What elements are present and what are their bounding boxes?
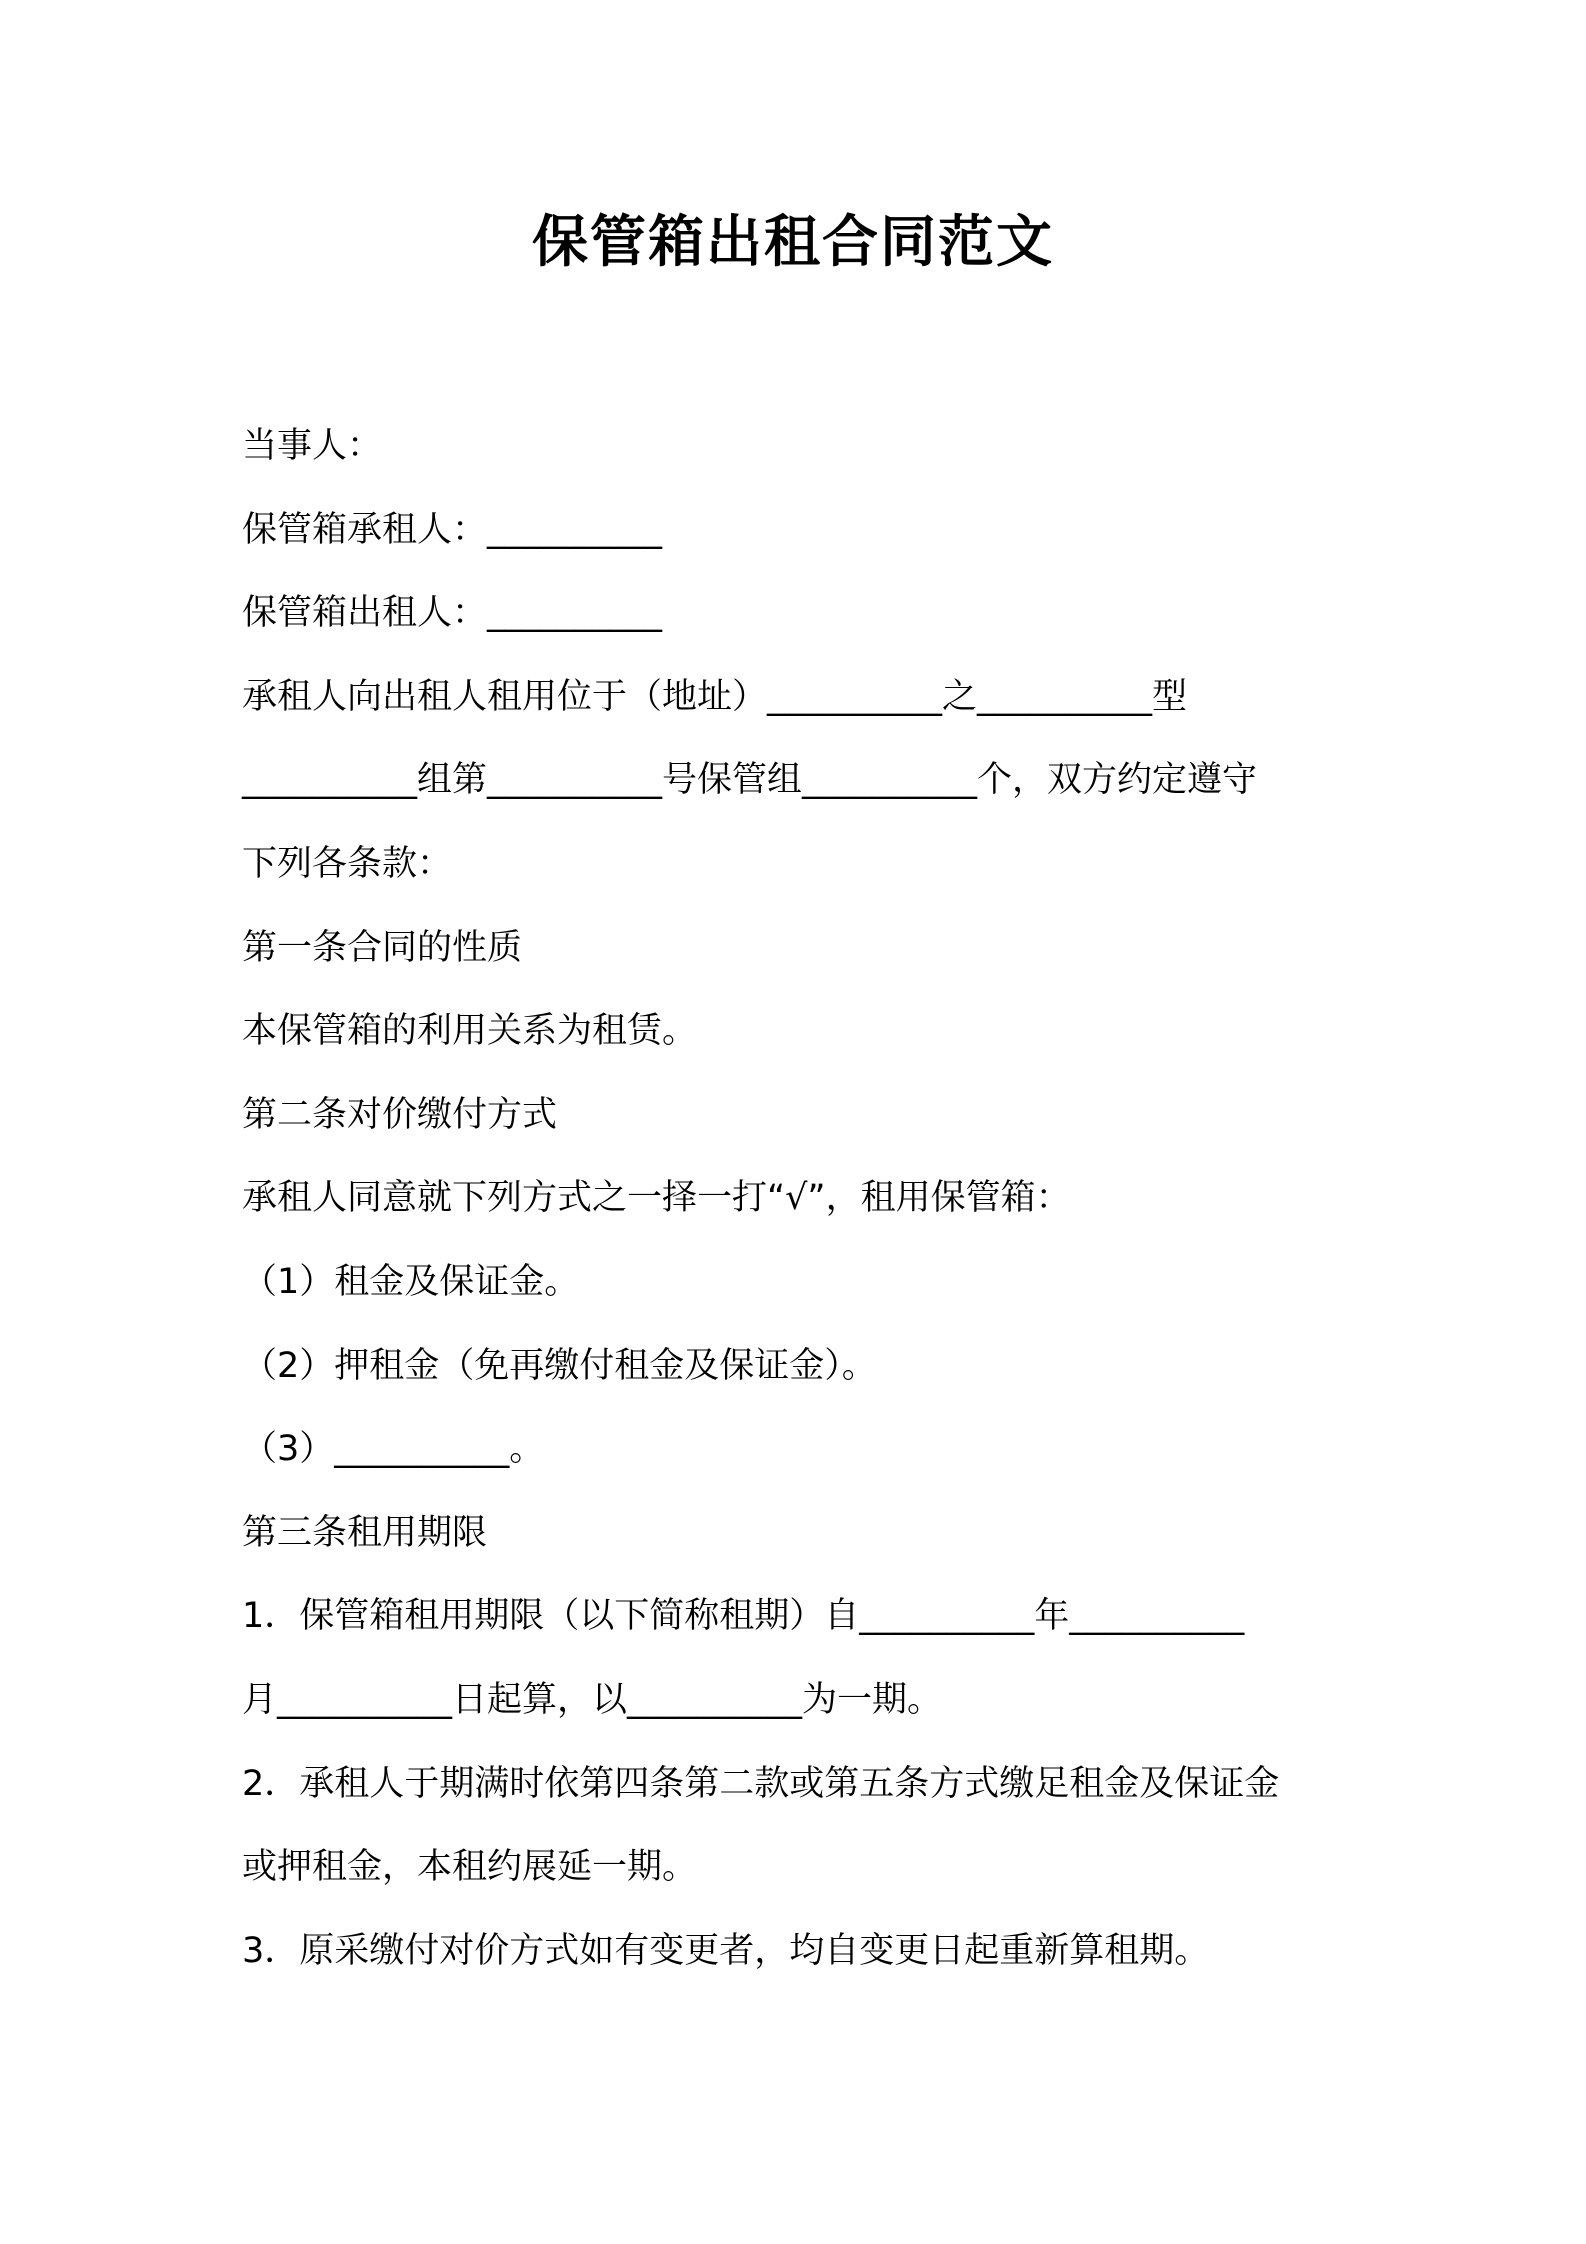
article-2-option-3: （3）__________。 [242, 1429, 545, 1470]
paragraph-lessor: 保管箱出租人：__________ [242, 593, 663, 634]
document-title: 保管箱出租合同范文 [532, 210, 1054, 275]
article-3-item-2-cont: 或押租金，本租约展延一期。 [242, 1847, 698, 1888]
article-3-item-1-cont: 月__________日起算，以__________为一期。 [242, 1679, 943, 1720]
document-body [242, 405, 1362, 1993]
article-2-option-2: （2）押租金（免再缴付租金及保证金）。 [242, 1345, 877, 1386]
article-2-text: 承租人同意就下列方式之一择一打“√”，租用保管箱： [242, 1178, 1071, 1219]
article-3-heading: 第三条租用期限 [242, 1512, 488, 1553]
article-1-heading: 第一条合同的性质 [242, 927, 523, 968]
paragraph-location: 承租人向出租人租用位于（地址）__________之__________型 [242, 676, 1188, 717]
paragraph-terms-intro: 下列各条款： [242, 843, 453, 884]
article-2-heading: 第二条对价缴付方式 [242, 1094, 558, 1135]
article-3-item-1: 1．保管箱租用期限（以下简称租期）自__________年__________ [242, 1596, 1245, 1637]
article-2-option-1: （1）租金及保证金。 [242, 1261, 580, 1302]
paragraph-lessee: 保管箱承租人：__________ [242, 509, 663, 550]
article-3-item-3: 3．原采缴付对价方式如有变更者，均自变更日起重新算租期。 [242, 1930, 1210, 1971]
paragraph-location-cont: __________组第__________号保管组__________个，双方约定遵守 [242, 760, 1258, 801]
article-3-item-2: 2．承租人于期满时依第四条第二款或第五条方式缴足租金及保证金 [242, 1763, 1280, 1804]
paragraph-parties: 当事人： [242, 426, 383, 466]
article-1-text: 本保管箱的利用关系为租赁。 [242, 1011, 698, 1052]
